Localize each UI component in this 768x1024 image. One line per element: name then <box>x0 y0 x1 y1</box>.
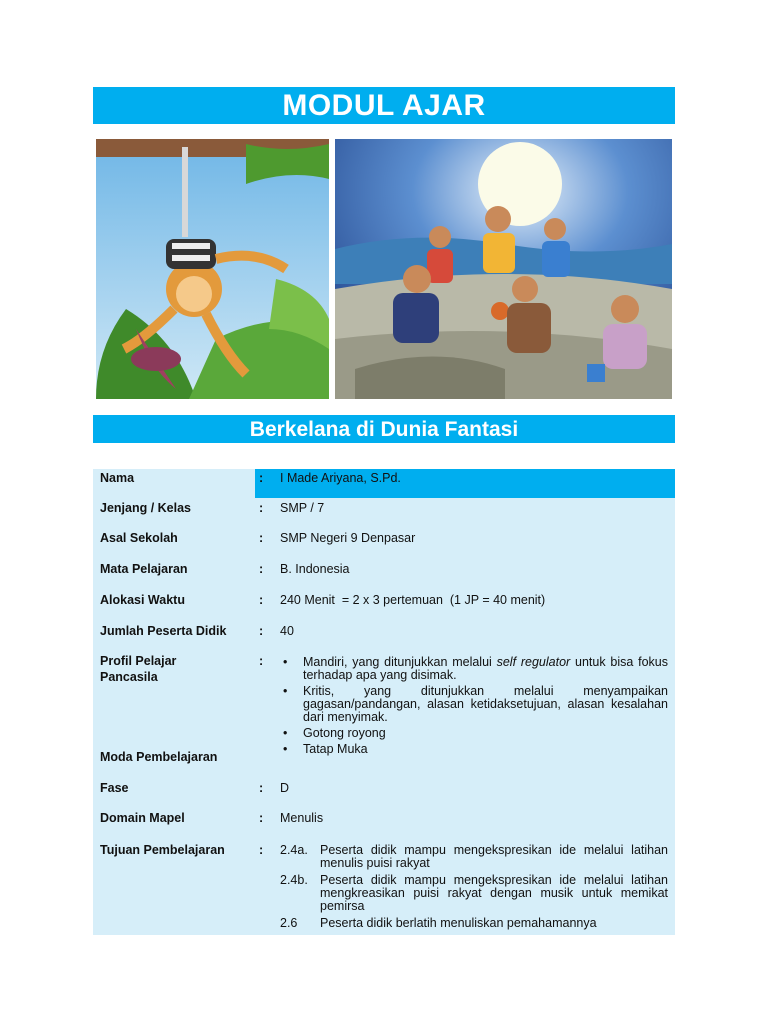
value-nama: I Made Ariyana, S.Pd. <box>280 471 401 485</box>
label-profil-line1: Profil Pelajar <box>100 654 177 668</box>
list-item: • Tatap Muka <box>283 743 668 756</box>
value-fase: D <box>280 781 290 795</box>
list-item: 2.4a. Peserta didik mampu mengekspresikan ide melalui latihan menulis puisi rakyat <box>280 843 668 870</box>
label-moda: Moda Pembelajaran <box>100 750 218 764</box>
list-item: • Mandiri, yang ditunjukkan melalui self regulator untuk bisa fokus terhadap apa yang disimak. <box>283 656 668 682</box>
label-profil-line2: Pancasila <box>100 670 158 684</box>
value-sekolah: SMP Negeri 9 Denpasar <box>280 531 416 545</box>
colon: : <box>259 501 264 515</box>
document-title: MODUL AJAR <box>93 87 675 124</box>
colon: : <box>259 654 264 668</box>
value-alokasi: 240 Menit = 2 x 3 pertemuan (1 JP = 40 menit) <box>280 593 546 607</box>
list-item: 2.4b. Peserta didik mampu mengekspresikan ide melalui latihan mengkreasikan puisi rakyat dengan musik untuk memikat pemirsa <box>280 873 668 913</box>
colon: : <box>259 562 264 576</box>
list-item: • Kritis, yang ditunjukkan melalui menyampaikan gagasan/pandangan, alasan ketidaksetujuan, alasan kesalahan dari menyimak. <box>283 685 668 724</box>
colon: : <box>259 593 264 607</box>
colon: : <box>259 781 264 795</box>
label-sekolah: Asal Sekolah <box>100 531 178 545</box>
label-jumlah: Jumlah Peserta Didik <box>100 624 227 638</box>
children-beach-moon-illustration-icon <box>335 139 672 399</box>
label-nama: Nama <box>100 471 135 485</box>
profil-list <box>283 656 668 759</box>
colon: : <box>259 531 264 545</box>
colon: : <box>259 811 264 825</box>
label-tujuan: Tujuan Pembelajaran <box>100 843 225 857</box>
tujuan-list <box>280 844 668 934</box>
module-subtitle: Berkelana di Dunia Fantasi <box>93 415 675 443</box>
value-domain: Menulis <box>280 811 324 825</box>
colon: : <box>259 471 264 485</box>
label-alokasi: Alokasi Waktu <box>100 593 185 607</box>
label-fase: Fase <box>100 781 129 795</box>
label-profil <box>100 653 250 685</box>
value-jenjang: SMP / 7 <box>280 501 325 515</box>
label-mapel: Mata Pelajaran <box>100 562 188 576</box>
module-info-table <box>93 469 675 935</box>
label-jenjang: Jenjang / Kelas <box>100 501 192 515</box>
list-item: • Gotong royong <box>283 727 668 740</box>
value-mapel: B. Indonesia <box>280 562 350 576</box>
list-item: 2.6 Peserta didik berlatih menuliskan pemahamannya <box>280 916 597 930</box>
colon: : <box>259 624 264 638</box>
value-jumlah: 40 <box>280 624 294 638</box>
colon: : <box>259 843 264 857</box>
label-domain: Domain Mapel <box>100 811 185 825</box>
monkey-hanging-illustration-icon <box>96 139 329 399</box>
